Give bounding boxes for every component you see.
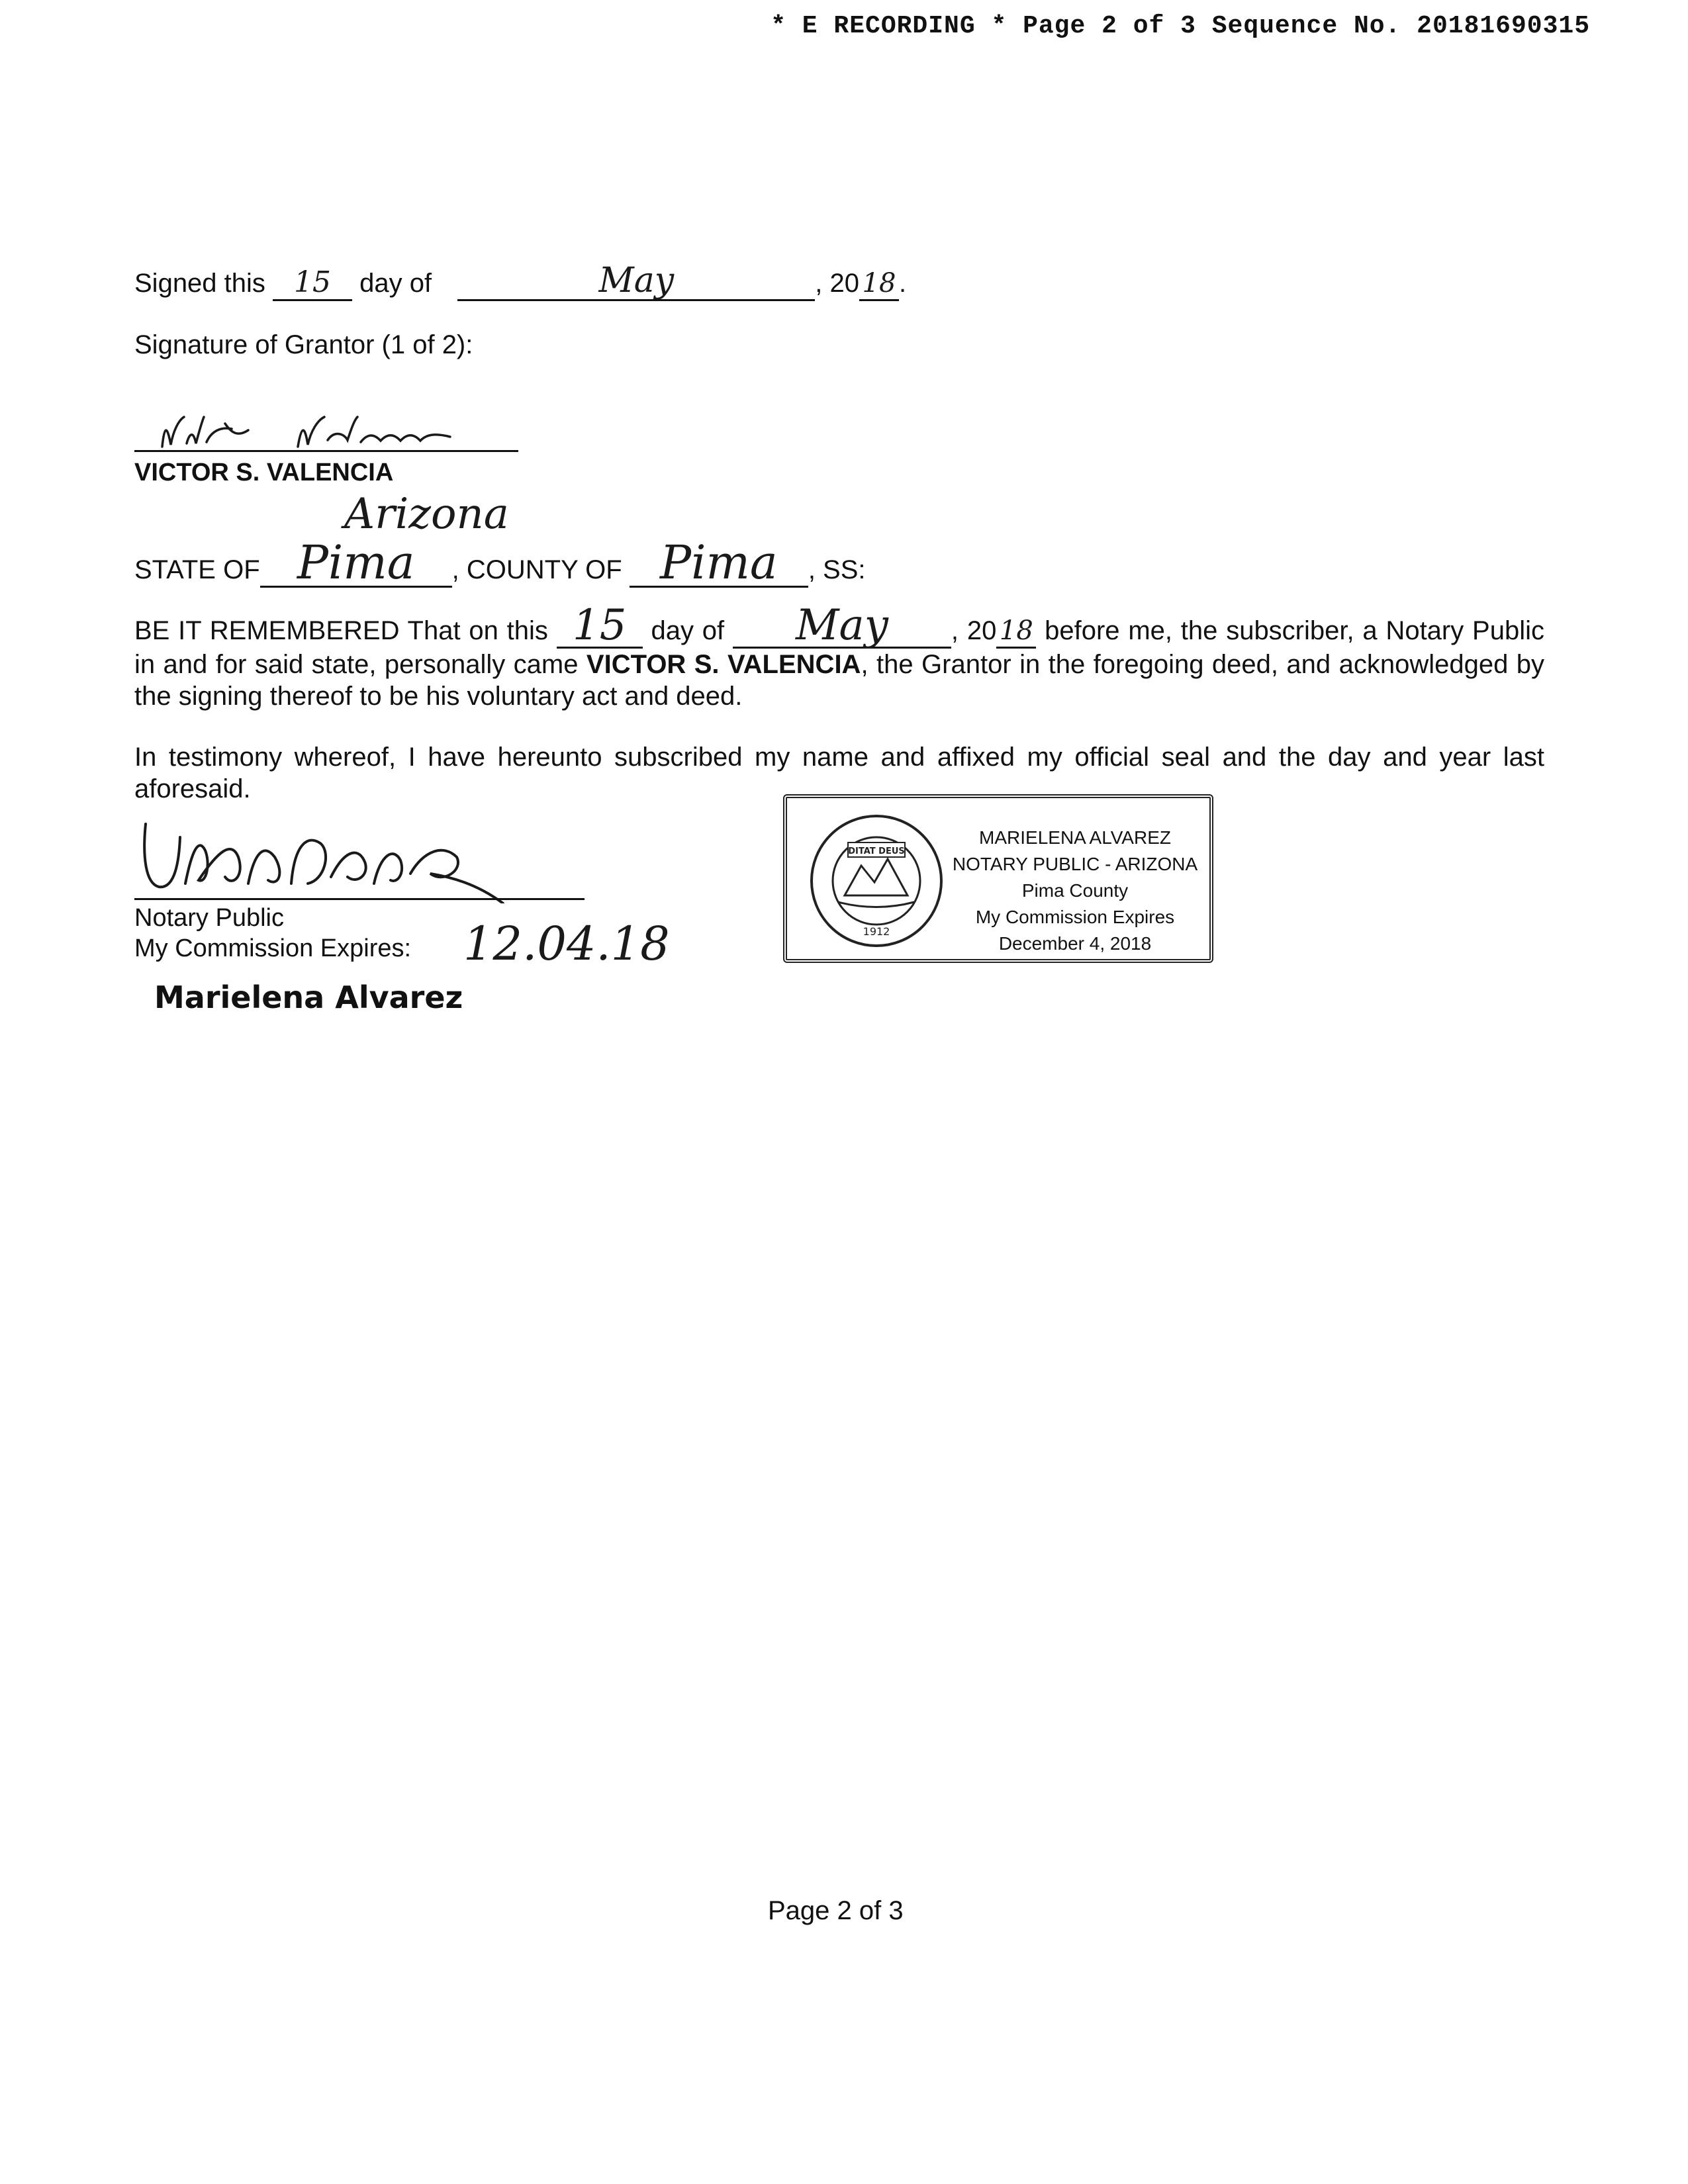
ack-year: 18 [999, 615, 1033, 646]
page-footer: Page 2 of 3 [768, 1896, 904, 1925]
notary-seal-stamp [783, 794, 1213, 963]
ack-part1: BE IT REMEMBERED That on this [134, 616, 548, 645]
ack-month: May [796, 601, 888, 650]
grantor-name: VICTOR S. VALENCIA [134, 459, 394, 486]
signed-line [134, 261, 907, 301]
county-handwritten: Pima [660, 535, 778, 590]
seal-text-block [939, 825, 1211, 957]
signed-year: 18 [862, 268, 896, 298]
seal-motto: DITAT DEUS [848, 846, 905, 856]
seal-line-1: MARIELENA ALVAREZ [979, 827, 1171, 848]
state-label: STATE OF [134, 555, 260, 584]
acknowledgment-paragraph [134, 601, 1545, 712]
state-handwritten-top: Arizona [344, 490, 509, 539]
signed-end: . [898, 269, 907, 298]
seal-line-5: December 4, 2018 [998, 933, 1152, 954]
ack-month-blank [733, 601, 951, 650]
state-handwritten: Pima [297, 535, 415, 590]
arizona-seal-emblem [808, 813, 945, 949]
ack-part2: before me, the subscriber, a Notary Public in and for said state, personally came [134, 616, 1544, 679]
signed-day: 15 [294, 265, 332, 299]
ack-name: VICTOR S. VALENCIA [586, 650, 861, 679]
signed-year-prefix: , 20 [815, 269, 859, 298]
notary-typed-name: Marielena Alvarez [154, 979, 463, 1015]
notary-title: Notary Public [134, 904, 284, 932]
signed-month-blank [457, 261, 815, 301]
seal-line-2: NOTARY PUBLIC - ARIZONA [952, 854, 1198, 874]
ack-year-prefix: , 20 [951, 616, 997, 645]
grantor-signature [132, 397, 530, 463]
grantor-signature-line [134, 450, 518, 452]
ack-part3: , the Grantor in the foregoing deed, and acknowledged by the signing thereof to be his voluntary act and deed. [134, 650, 1545, 711]
ack-day: 15 [572, 601, 627, 650]
notary-signature-line [134, 898, 585, 900]
testimony-paragraph: In testimony whereof, I have hereunto subscribed my name and affixed my official seal and the day and year last aforesaid. [134, 743, 1544, 803]
commission-expires-handwritten: 12.04.18 [463, 917, 670, 971]
grantor-label: Signature of Grantor (1 of 2): [134, 330, 473, 359]
ack-day-blank [557, 601, 643, 650]
signed-year-blank [859, 267, 899, 301]
signed-day-of: day of [359, 269, 432, 298]
ack-day-of: day of [651, 616, 725, 645]
recording-header: * E RECORDING * Page 2 of 3 Sequence No. 20181690315 [771, 12, 1590, 40]
ack-year-blank [996, 615, 1036, 649]
seal-year: 1912 [863, 925, 890, 938]
county-blank [630, 535, 808, 590]
signed-month: May [598, 261, 675, 300]
venue-line [134, 535, 866, 590]
notary-signature [132, 811, 596, 903]
commission-expires-label: My Commission Expires: [134, 934, 412, 962]
ss-label: , SS: [808, 555, 866, 584]
signed-prefix: Signed this [134, 269, 265, 298]
seal-line-3: Pima County [1021, 880, 1129, 901]
signed-day-blank [273, 267, 352, 301]
seal-line-4: My Commission Expires [975, 907, 1175, 927]
state-blank [260, 535, 452, 590]
county-label: , COUNTY OF [451, 555, 622, 584]
